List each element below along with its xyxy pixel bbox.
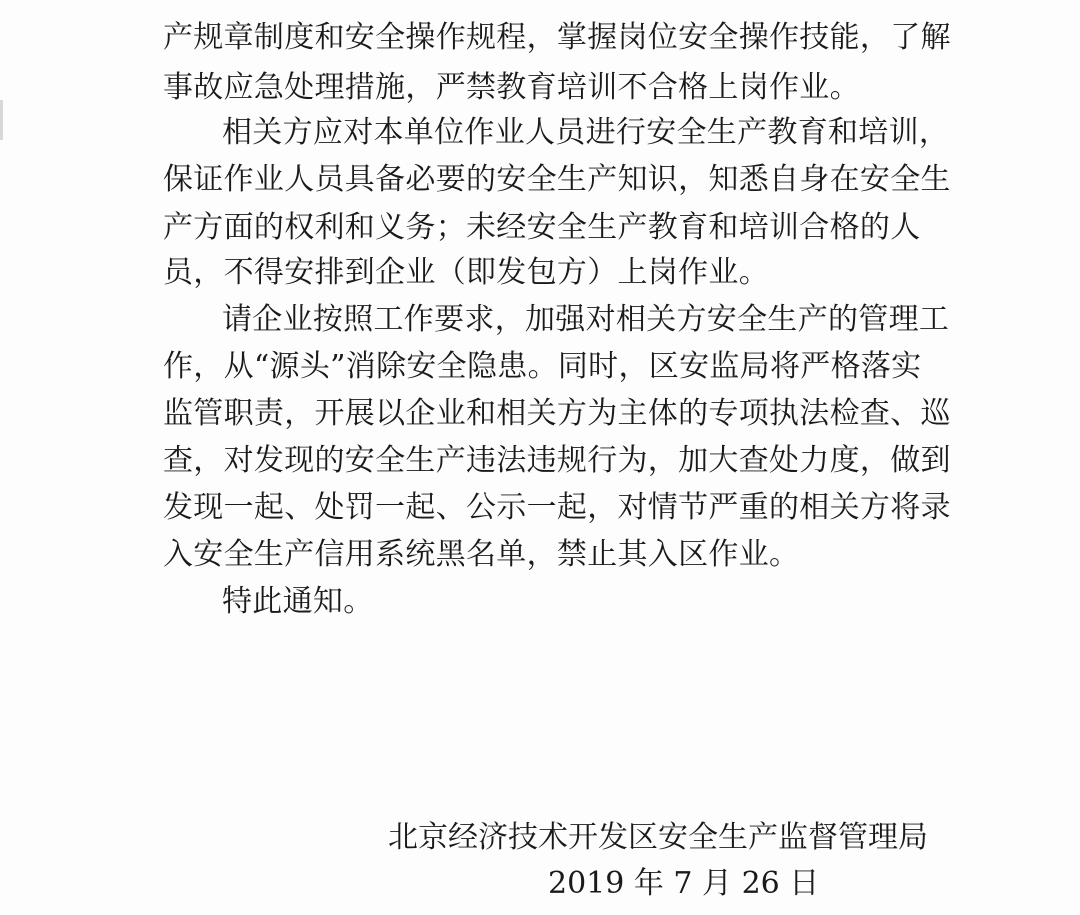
signature-date: 2019 年 7 月 26 日 (548, 866, 820, 901)
signature-organization: 北京经济技术开发区安全生产监督管理局 (388, 820, 928, 855)
paragraph-2-line-4: 员，不得安排到企业（即发包方）上岗作业。 (163, 255, 769, 290)
paragraph-3-line-4: 查，对发现的安全生产违法违规行为，加大查处力度，做到 (163, 443, 951, 478)
closing-text: 特此通知。 (222, 584, 374, 619)
paragraph-3-line-3: 监管职责，开展以企业和相关方为主体的专项执法检查、巡 (163, 396, 951, 431)
paragraph-2-line-3: 产方面的权利和义务；未经安全生产教育和培训合格的人 (163, 210, 921, 245)
paragraph-3-line-2: 作，从“源头”消除安全隐患。同时，区安监局将严格落实 (163, 349, 922, 384)
paragraph-1-line-1: 产规章制度和安全操作规程，掌握岗位安全操作技能，了解 (163, 20, 951, 55)
paragraph-3-line-1: 请企业按照工作要求，加强对相关方安全生产的管理工 (222, 302, 950, 337)
scan-edge-mark (0, 100, 3, 140)
paragraph-1-line-2: 事故应急处理措施，严禁教育培训不合格上岗作业。 (163, 70, 860, 105)
paragraph-2-line-2: 保证作业人员具备必要的安全生产知识，知悉自身在安全生 (163, 162, 951, 197)
paragraph-3-line-5: 发现一起、处罚一起、公示一起，对情节严重的相关方将录 (163, 490, 951, 525)
paragraph-3-line-6: 入安全生产信用系统黑名单，禁止其入区作业。 (163, 537, 800, 572)
paragraph-2-line-1: 相关方应对本单位作业人员进行安全生产教育和培训， (222, 115, 950, 150)
